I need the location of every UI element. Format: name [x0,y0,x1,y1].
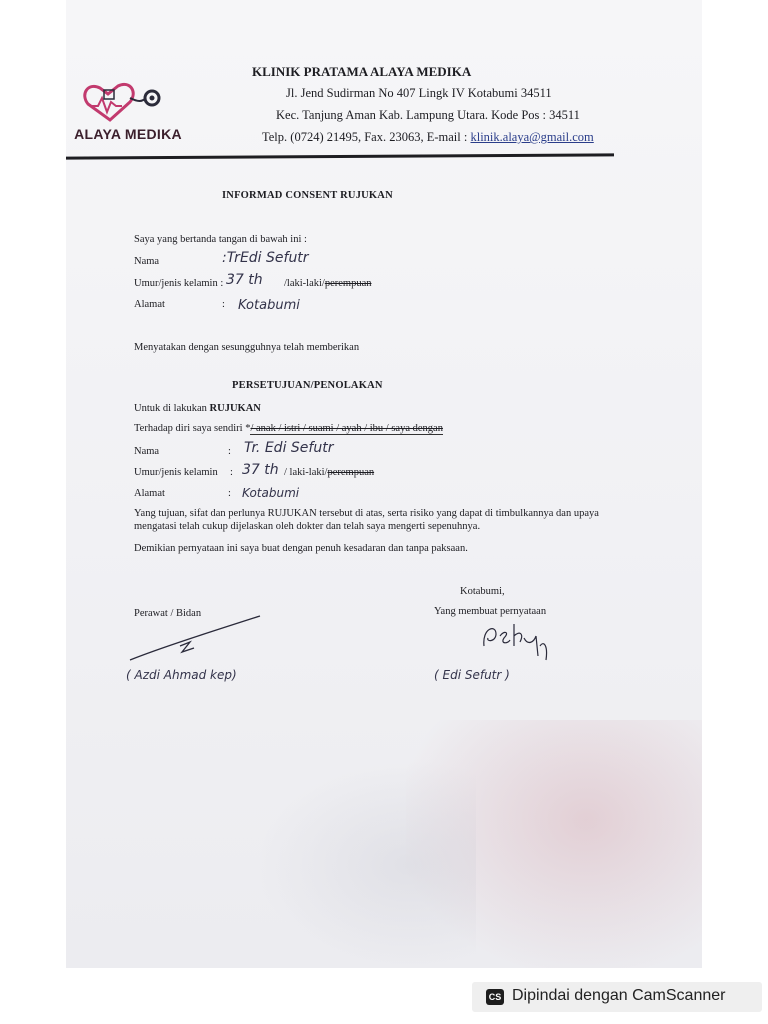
label-umur-2: Umur/jenis kelamin [134,467,218,478]
terhadap-line [134,423,443,434]
contact-line [262,130,594,145]
signer-name: ( Edi Sefutr ) [434,668,510,682]
nurse-label: Perawat / Bidan [134,608,202,619]
gender-male-1: /laki-laki/ [284,278,325,289]
label-alamat-1: Alamat [134,299,165,310]
contact-prefix: Telp. (0724) 21495, Fax. 23063, E-mail : [262,130,471,144]
untuk-line [134,403,261,414]
label-umur-1: Umur/jenis kelamin : [134,278,224,289]
handwritten-alamat-2: Kotabumi [242,486,300,500]
camscanner-icon: CS [486,989,504,1005]
place-label: Kotabumi, [460,586,505,597]
gender-2 [284,467,374,478]
handwritten-umur-1: 37 th [226,272,263,288]
handwritten-alamat-1: Kotabumi [238,298,300,313]
body-line-2: mengatasi telah cukup dijelaskan oleh dokter dan telah saya mengerti sepenuhnya. [134,521,481,532]
address-line-2: Kec. Tanjung Aman Kab. Lampung Utara. Kode Pos : 34511 [276,108,580,122]
scanned-paper [66,0,702,968]
clinic-logo-icon [78,76,168,126]
untuk-bold: RUJUKAN [209,403,261,414]
clinic-name: KLINIK PRATAMA ALAYA MEDIKA [252,64,472,79]
colon-umur-2: : [230,467,233,478]
camscanner-badge [472,982,762,1012]
handwritten-umur-2: 37 th [242,462,279,478]
gender-female-2: perempuan [327,467,375,478]
declaration-text: Menyatakan dengan sesungguhnya telah memberikan [134,342,360,353]
handwritten-nama-2: Tr. Edi Sefutr [244,440,334,456]
terhadap-prefix: Terhadap diri saya sendiri * [134,423,251,434]
gender-female-1: perempuan [324,278,372,289]
nurse-signature-icon [120,610,270,670]
address-line-1: Jl. Jend Sudirman No 407 Lingk IV Kotabumi 34511 [286,86,552,100]
label-nama-1: Nama [134,256,160,267]
gender-1 [284,278,371,289]
shadow-left [256,760,476,968]
email-link[interactable]: klinik.alaya@gmail.com [470,130,594,144]
document-title: INFORMAD CONSENT RUJUKAN [222,190,393,201]
handwritten-nama-1: :TrEdi Sefutr [222,250,309,266]
body-line-1: Yang tujuan, sifat dan perlunya RUJUKAN tersebut di atas, serta risiko yang dapat di timbulkannya dan upaya [134,508,599,519]
nurse-name: ( Azdi Ahmad kep) [126,668,237,682]
intro-text: Saya yang bertanda tangan di bawah ini : [134,234,307,245]
body-line-3: Demikian pernyataan ini saya buat dengan penuh kesadaran dan tanpa paksaan. [134,543,468,554]
signer-signature-icon [474,616,554,666]
label-nama-2: Nama [134,446,160,457]
camscanner-text: Dipindai dengan CamScanner [512,987,726,1004]
signer-label: Yang membuat pernyataan [434,606,547,617]
label-alamat-2: Alamat [134,488,165,499]
section-title: PERSETUJUAN/PENOLAKAN [232,380,383,391]
colon-alamat-2: : [228,488,231,499]
colon-nama-2: : [228,446,231,457]
untuk-prefix: Untuk di lakukan [134,403,210,414]
gender-male-2: / laki-laki/ [284,467,328,478]
logo-text: ALAYA MEDIKA [74,126,182,142]
colon-alamat-1: : [222,299,225,310]
terhadap-struck: / anak / istri / suami / ayah / ibu / saya dengan [250,423,443,434]
